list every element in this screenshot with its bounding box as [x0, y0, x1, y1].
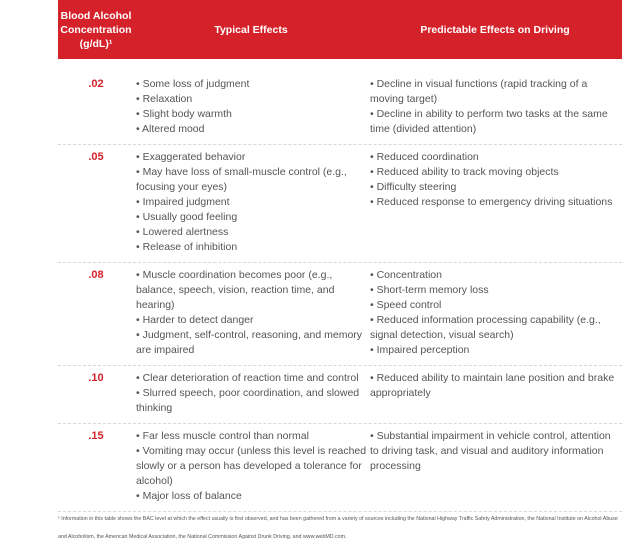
table-row	[58, 72, 622, 145]
driving-effect-item: • Reduced coordination	[370, 151, 479, 163]
table-row	[58, 263, 622, 366]
typical-effect-item: • Clear deterioration of reaction time and control	[136, 372, 359, 384]
typical-effect-item: • Exaggerated behavior	[136, 151, 246, 163]
driving-effect-item: • Short-term memory loss	[370, 284, 489, 296]
typical-effect-item: • Lowered alertness	[136, 226, 229, 238]
bac-value: .05	[88, 151, 104, 163]
header-bac: Blood Alcohol Concentration (g/dL)¹	[60, 9, 132, 50]
typical-effect-item: • Judgment, self-control, reasoning, and memory are impaired	[136, 329, 363, 356]
typical-effect-item: • Altered mood	[136, 123, 205, 135]
table-row	[58, 424, 622, 512]
bac-value: .10	[88, 372, 104, 384]
driving-effects-cell	[370, 77, 622, 137]
bac-value: .02	[88, 78, 104, 90]
driving-effect-item: • Reduced ability to track moving objects	[370, 166, 559, 178]
table-body	[58, 72, 622, 512]
typical-effect-item: • Impaired judgment	[136, 196, 230, 208]
driving-effect-item: • Difficulty steering	[370, 181, 457, 193]
table-row	[58, 145, 622, 263]
typical-effect-item: • Slight body warmth	[136, 108, 232, 120]
driving-effects-cell	[370, 371, 622, 416]
driving-effects-cell	[370, 429, 622, 504]
typical-effects-cell	[134, 150, 370, 255]
typical-effect-item: • Vomiting may occur (unless this level is reached slowly or a person has developed a tolerance for alcohol)	[136, 445, 367, 487]
driving-effect-item: • Concentration	[370, 269, 442, 281]
driving-effect-item: • Decline in visual functions (rapid tracking of a moving target)	[370, 78, 588, 105]
typical-effect-item: • Far less muscle control than normal	[136, 430, 309, 442]
driving-effect-item: • Reduced information processing capability (e.g., signal detection, visual search)	[370, 314, 601, 341]
header-typical-effects: Typical Effects	[214, 23, 288, 36]
driving-effect-item: • Substantial impairment in vehicle control, attention to driving task, and visual and auditory information processing	[370, 430, 611, 472]
driving-effect-item: • Reduced ability to maintain lane position and brake appropriately	[370, 372, 615, 399]
table-header	[58, 0, 622, 59]
typical-effect-item: • Slurred speech, poor coordination, and slowed thinking	[136, 387, 360, 414]
typical-effect-item: • Muscle coordination becomes poor (e.g., balance, speech, vision, reaction time, and hearing)	[136, 269, 335, 311]
typical-effect-item: • Usually good feeling	[136, 211, 238, 223]
bac-effects-table	[58, 0, 622, 512]
typical-effects-cell	[134, 429, 370, 504]
typical-effect-item: • Some loss of judgment	[136, 78, 250, 90]
typical-effects-cell	[134, 371, 370, 416]
driving-effect-item: • Speed control	[370, 299, 442, 311]
table-row	[58, 366, 622, 424]
typical-effect-item: • Release of inhibition	[136, 241, 238, 253]
typical-effect-item: • May have loss of small-muscle control (e.g., focusing your eyes)	[136, 166, 347, 193]
driving-effect-item: • Decline in ability to perform two tasks at the same time (divided attention)	[370, 108, 608, 135]
driving-effect-item: • Impaired perception	[370, 344, 470, 356]
typical-effect-item: • Relaxation	[136, 93, 193, 105]
typical-effects-cell	[134, 268, 370, 358]
bac-value: .08	[88, 269, 104, 281]
bac-value: .15	[88, 430, 104, 442]
typical-effects-cell	[134, 77, 370, 137]
driving-effects-cell	[370, 150, 622, 255]
typical-effect-item: • Major loss of balance	[136, 490, 242, 502]
header-driving-effects: Predictable Effects on Driving	[420, 23, 570, 36]
driving-effect-item: • Reduced response to emergency driving situations	[370, 196, 613, 208]
footnote: ¹ Information in this table shows the BAC level at which the effect usually is first observed, and has been gathered from a variety of sources including the National Highway Traffic Safety Administration, the National Institute on Alcohol Abuse and Alcoholism, the American Medical Association, the National Commission Against Drunk Driving, and www.webMD.com.	[58, 516, 618, 540]
driving-effects-cell	[370, 268, 622, 358]
typical-effect-item: • Harder to detect danger	[136, 314, 254, 326]
